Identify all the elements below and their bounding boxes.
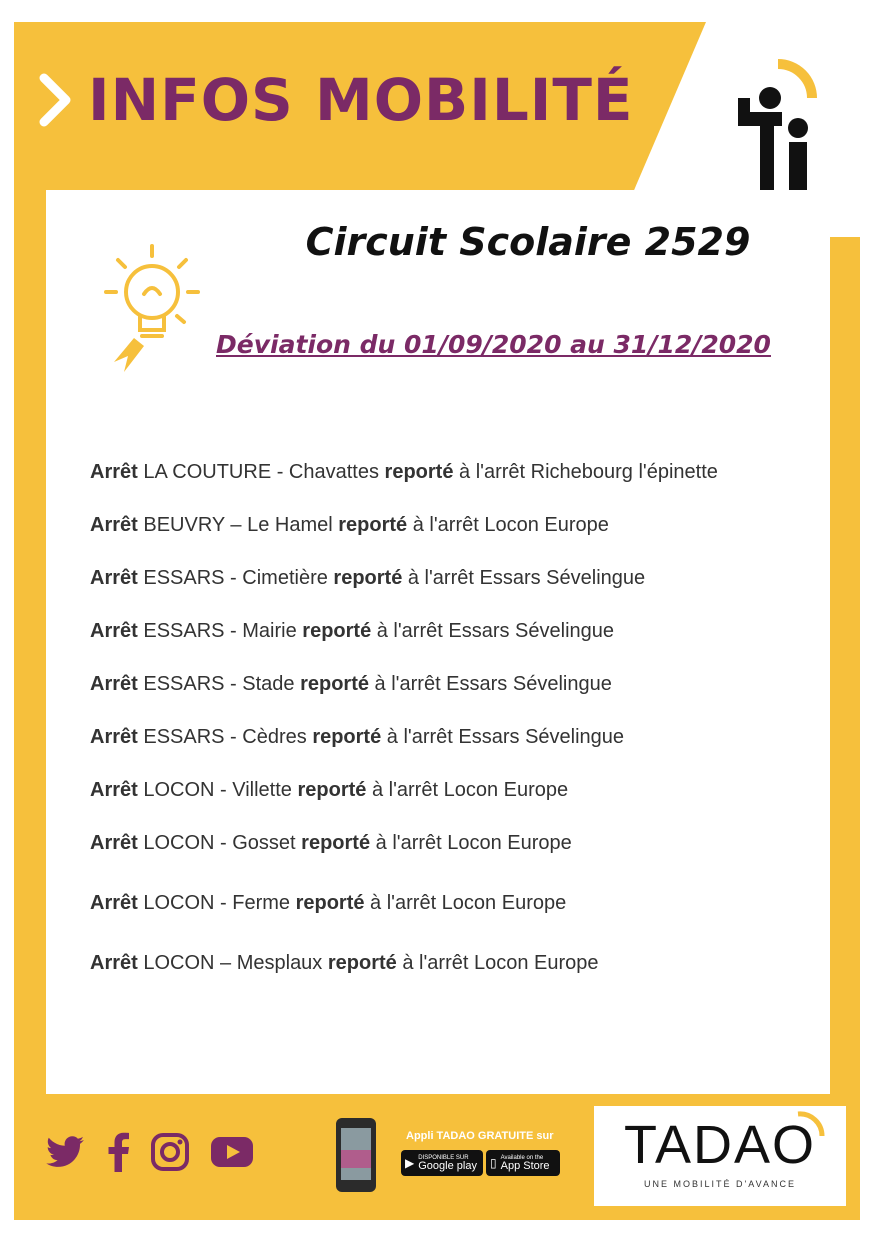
tadao-logo [594, 1106, 846, 1206]
twitter-icon[interactable] [46, 1135, 86, 1169]
app-store-button[interactable]: ▯ Available on the App Store [486, 1150, 560, 1176]
brand-logo-icon [732, 46, 822, 196]
page-title: Circuit Scolaire 2529 [305, 220, 751, 264]
stop-item: Arrêt LOCON - Ferme reporté à l'arrêt Locon Europe [90, 892, 567, 914]
poster [14, 22, 860, 1220]
stop-list [90, 462, 820, 1006]
google-play-button[interactable]: ▶ DISPONIBLE SUR Google play [401, 1150, 483, 1176]
play-icon: ▶ [405, 1156, 415, 1170]
stop-item: Arrêt LOCON – Mesplaux reporté à l'arrêt Locon Europe [90, 952, 599, 974]
social-links [46, 1132, 254, 1172]
banner-title: INFOS MOBILITÉ [88, 66, 634, 134]
facebook-icon[interactable] [106, 1132, 130, 1172]
stop-item: Arrêt ESSARS - Cèdres reporté à l'arrêt Essars Sévelingue [90, 726, 625, 748]
app-promo-text: Appli TADAO GRATUITE sur [406, 1130, 554, 1142]
chevron-right-icon [34, 70, 76, 130]
stop-item: Arrêt LOCON - Gosset reporté à l'arrêt Locon Europe [90, 832, 572, 854]
tadao-tagline: UNE MOBILITÉ D'AVANCE [644, 1179, 796, 1189]
instagram-icon[interactable] [150, 1132, 190, 1172]
content-panel [46, 190, 830, 1094]
deviation-dates: Déviation du 01/09/2020 au 31/12/2020 [216, 330, 771, 359]
stop-item: Arrêt LOCON - Villette reporté à l'arrêt Locon Europe [90, 779, 569, 801]
stop-item: Arrêt ESSARS - Mairie reporté à l'arrêt Essars Sévelingue [90, 620, 615, 642]
stop-item: Arrêt ESSARS - Cimetière reporté à l'arrêt Essars Sévelingue [90, 567, 646, 589]
youtube-icon[interactable] [210, 1135, 254, 1169]
app-promo [336, 1118, 566, 1198]
phone-image [336, 1118, 376, 1192]
stop-item: Arrêt LA COUTURE - Chavattes reporté à l'arrêt Richebourg l'épinette [90, 461, 718, 483]
stop-item: Arrêt ESSARS - Stade reporté à l'arrêt Essars Sévelingue [90, 673, 612, 695]
apple-icon: ▯ [490, 1156, 497, 1170]
banner [34, 66, 634, 134]
stop-item: Arrêt BEUVRY – Le Hamel reporté à l'arrêt Locon Europe [90, 514, 609, 536]
tadao-wordmark: TADAO [623, 1115, 816, 1175]
